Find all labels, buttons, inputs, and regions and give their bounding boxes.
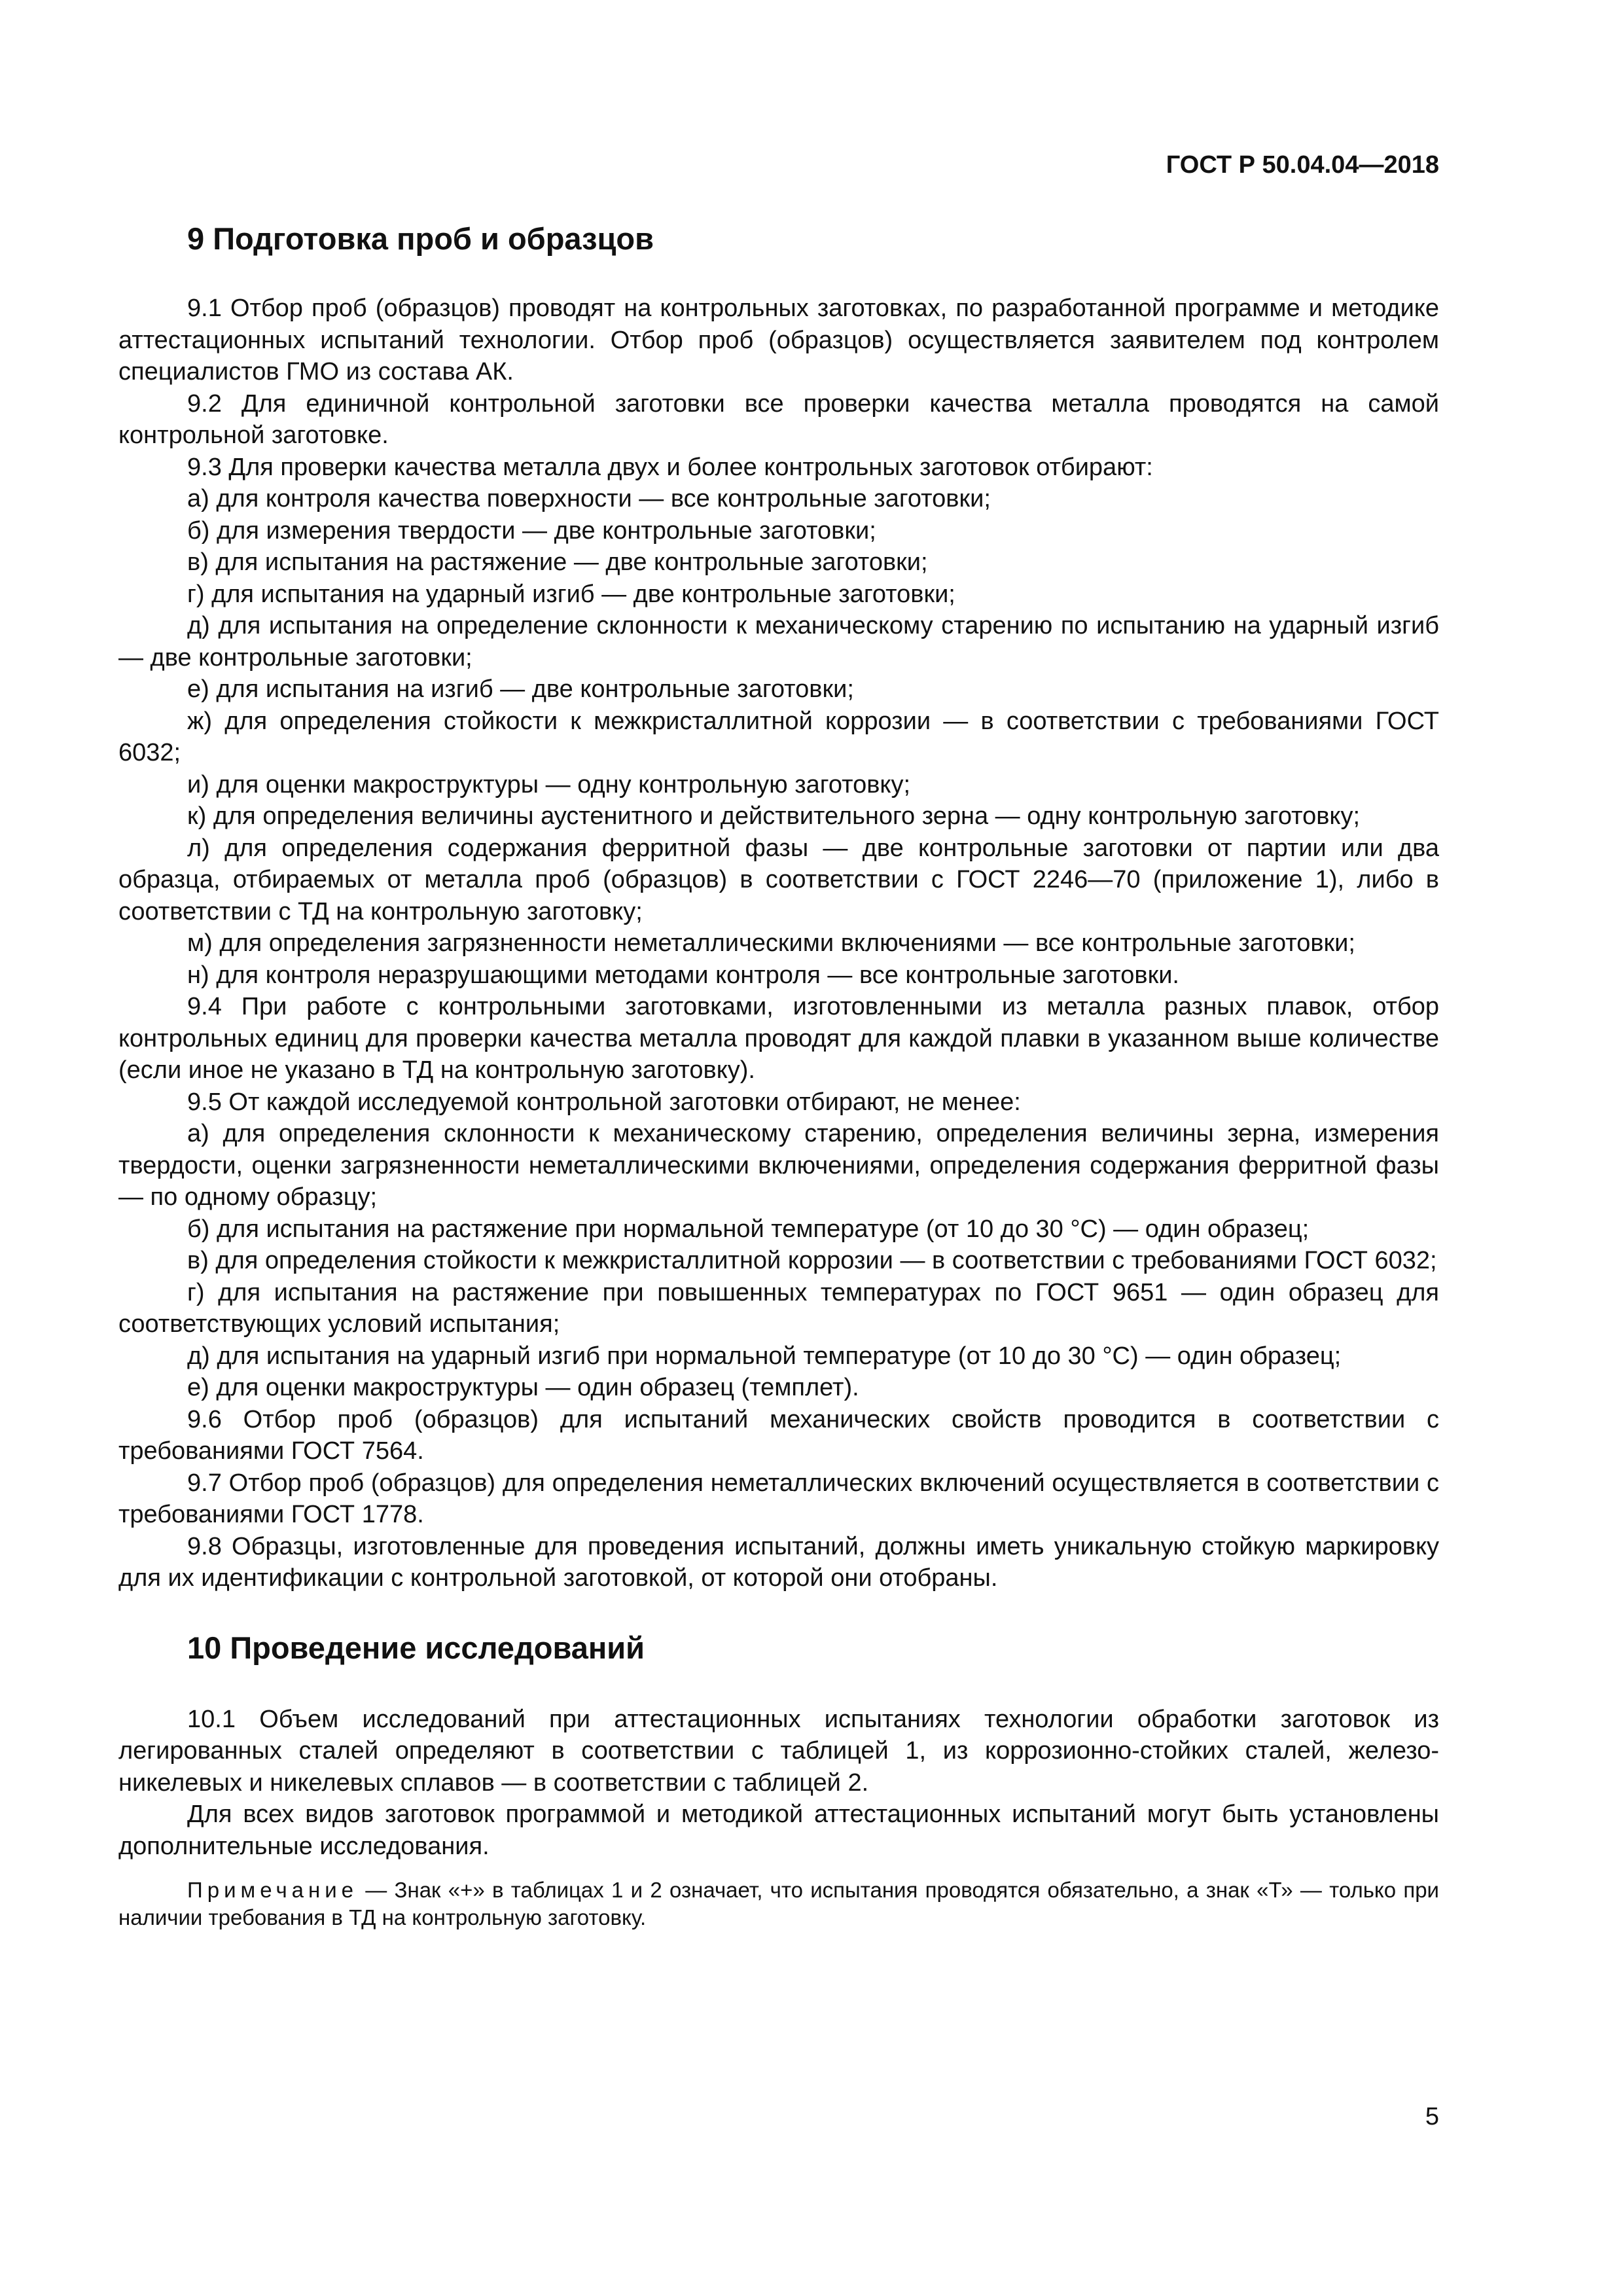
- paragraph-9-7: 9.7 Отбор проб (образцов) для определения неметаллических включений осуществляется в соответствии с требованиями ГОСТ 1778.: [118, 1469, 1439, 1528]
- list-item-9-5-e: е) для оценки макроструктуры — один образец (темплет).: [187, 1374, 859, 1401]
- list-item-9-5-a: а) для определения склонности к механическому старению, определения величины зерна, измерения твердости, оценки загрязненности неметаллическими включениями, определения содержания ферритной фазы — по одному образцу;: [118, 1120, 1439, 1211]
- list-item-9-3-m: м) для определения загрязненности неметаллическими включениями — все контрольные заготовки;: [187, 929, 1355, 957]
- section-10-title: 10 Проведение исследований: [187, 1630, 645, 1665]
- paragraph-9-5-intro: 9.5 От каждой исследуемой контрольной заготовки отбирают, не менее:: [187, 1088, 1021, 1116]
- note-text: — Знак «+» в таблицах 1 и 2 означает, что испытания проводятся обязательно, а знак «Т» — только при наличии требования в ТД на контрольную заготовку.: [118, 1878, 1439, 1929]
- paragraph-9-4: 9.4 При работе с контрольными заготовками, изготовленными из металла разных плавок, отбор контрольных единиц для проверки качества металла проводят для каждой плавки в указанном выше количестве (если иное не указано в ТД на контрольную заготовку).: [118, 993, 1439, 1084]
- page-content: [118, 219, 1439, 1931]
- list-item-9-3-zh: ж) для определения стойкости к межкристаллитной коррозии — в соответствии с требованиями ГОСТ 6032;: [118, 707, 1439, 766]
- list-item-9-3-d: д) для испытания на определение склонности к механическому старению по испытанию на ударный изгиб — две контрольные заготовки;: [118, 612, 1439, 672]
- list-item-9-5-v: в) для определения стойкости к межкристаллитной коррозии — в соответствии с требованиями ГОСТ 6032;: [187, 1247, 1437, 1274]
- paragraph-9-3-intro: 9.3 Для проверки качества металла двух и более контрольных заготовок отбирают:: [187, 453, 1153, 481]
- list-item-9-5-g: г) для испытания на растяжение при повышенных температурах по ГОСТ 9651 — один образец для соответствующих условий испытания;: [118, 1278, 1439, 1338]
- page-number: 5: [1425, 2103, 1439, 2130]
- paragraph-9-2: 9.2 Для единичной контрольной заготовки все проверки качества металла проводятся на самой контрольной заготовке.: [118, 389, 1439, 449]
- paragraph-9-8: 9.8 Образцы, изготовленные для проведения испытаний, должны иметь уникальную стойкую маркировку для их идентификации с контрольной заготовкой, от которой они отобраны.: [118, 1532, 1439, 1592]
- paragraph-10-1-additional: Для всех видов заготовок программой и методикой аттестационных испытаний могут быть установлены дополнительные исследования.: [118, 1801, 1439, 1860]
- list-item-9-3-i: и) для оценки макроструктуры — одну контрольную заготовку;: [187, 770, 911, 798]
- paragraph-9-1: 9.1 Отбор проб (образцов) проводят на контрольных заготовках, по разработанной программе и методике аттестационных испытаний технологии. Отбор проб (образцов) осуществляется заявителем под контролем специалистов ГМО из состава АК.: [118, 295, 1439, 386]
- note-label: Примечание: [187, 1878, 359, 1902]
- section-9-title: 9 Подготовка проб и образцов: [187, 221, 654, 256]
- list-item-9-3-n: н) для контроля неразрушающими методами контроля — все контрольные заготовки.: [187, 961, 1179, 989]
- list-item-9-3-b: б) для измерения твердости — две контрольные заготовки;: [187, 516, 876, 545]
- paragraph-10-1: 10.1 Объем исследований при аттестационных испытаниях технологии обработки заготовок из легированных сталей определяют в соответствии с таблицей 1, из коррозионно-стойких сталей, железоникелевых и никелевых сплавов — в соответствии с таблицей 2.: [118, 1705, 1439, 1797]
- list-item-9-5-d: д) для испытания на ударный изгиб при нормальной температуре (от 10 до 30 °С) — один образец;: [187, 1342, 1342, 1370]
- list-item-9-3-l: л) для определения содержания ферритной фазы — две контрольные заготовки от партии или два образца, отбираемых от металла проб (образцов) в соответствии с ГОСТ 2246—70 (приложение 1), либо в соответствии с ТД на контрольную заготовку;: [118, 834, 1439, 925]
- document-code: ГОСТ Р 50.04.04—2018: [1166, 151, 1439, 179]
- list-item-9-5-b: б) для испытания на растяжение при нормальной температуре (от 10 до 30 °С) — один образец;: [187, 1215, 1310, 1243]
- paragraph-9-6: 9.6 Отбор проб (образцов) для испытаний механических свойств проводится в соответствии с требованиями ГОСТ 7564.: [118, 1405, 1439, 1465]
- list-item-9-3-e: е) для испытания на изгиб — две контрольные заготовки;: [187, 675, 854, 703]
- list-item-9-3-a: а) для контроля качества поверхности — все контрольные заготовки;: [187, 485, 991, 512]
- list-item-9-3-k: к) для определения величины аустенитного и действительного зерна — одну контрольную заготовку;: [187, 802, 1361, 830]
- list-item-9-3-g: г) для испытания на ударный изгиб — две контрольные заготовки;: [187, 580, 955, 608]
- note: [118, 1876, 1439, 1931]
- list-item-9-3-v: в) для испытания на растяжение — две контрольные заготовки;: [187, 548, 928, 576]
